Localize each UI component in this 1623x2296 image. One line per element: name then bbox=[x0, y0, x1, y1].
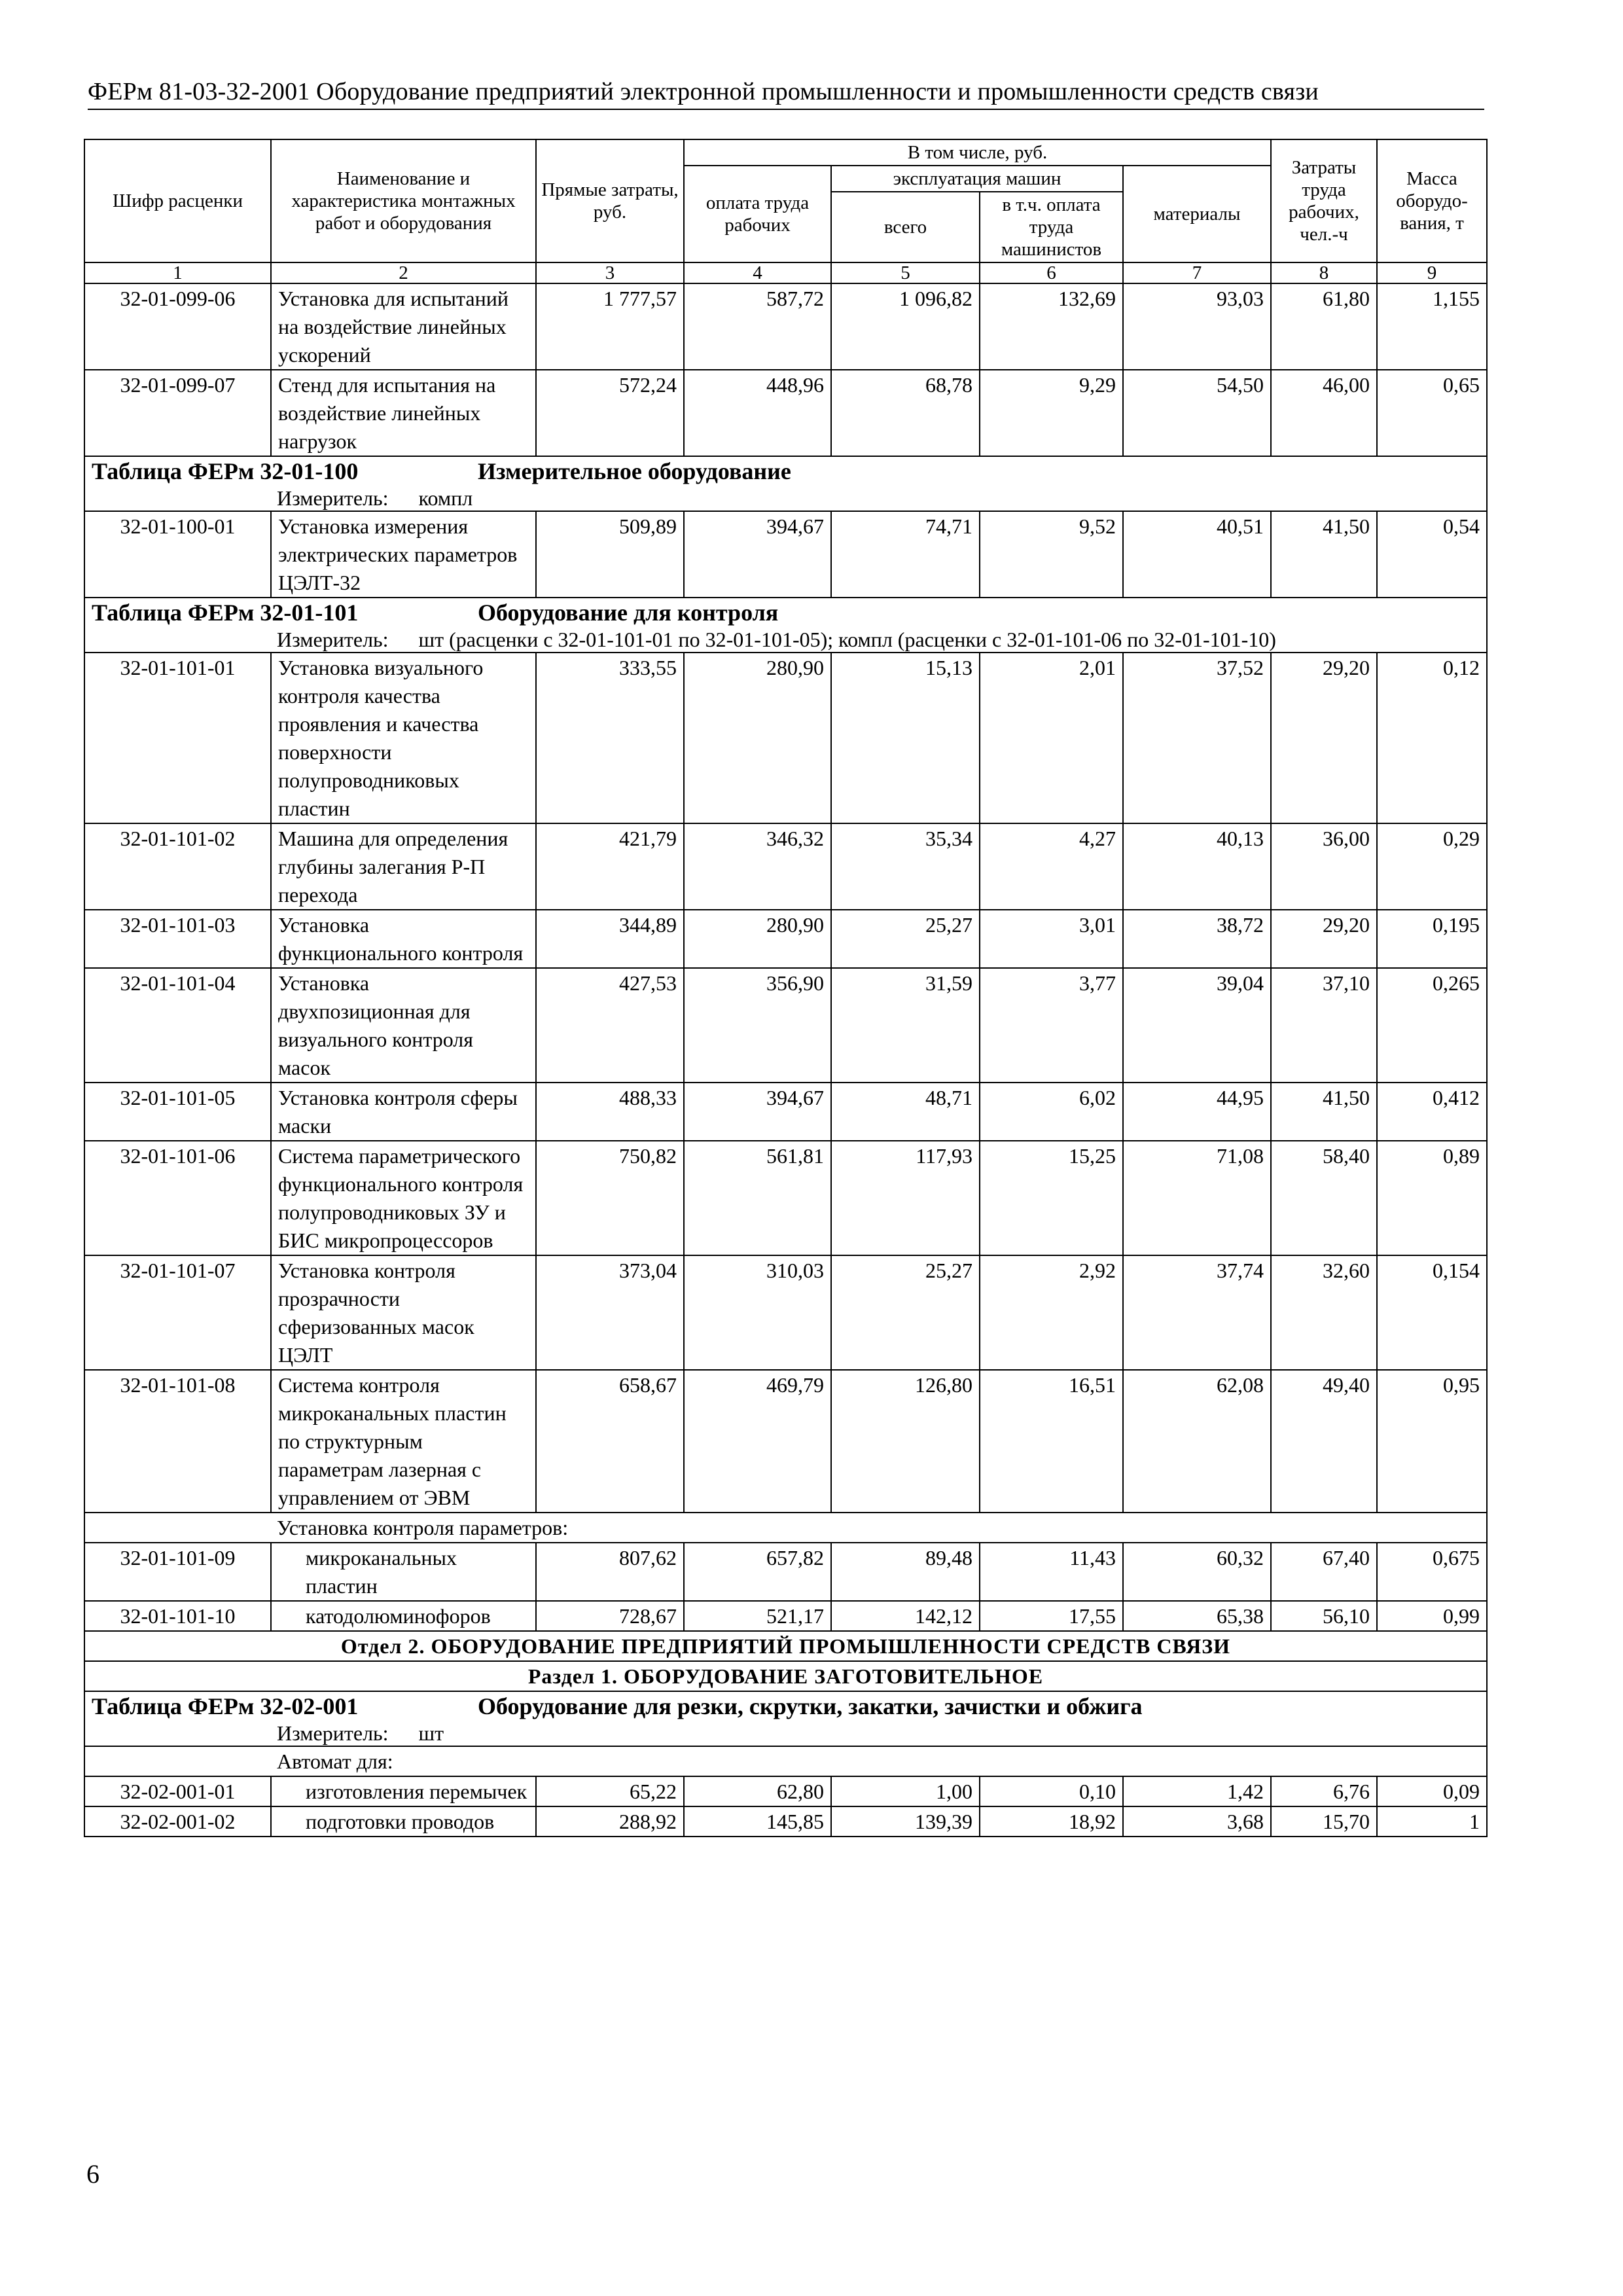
cell-value: 0,09 bbox=[1377, 1776, 1487, 1806]
cell-value: 572,24 bbox=[536, 370, 684, 456]
cell-value: 40,13 bbox=[1123, 823, 1271, 910]
cell-value: 89,48 bbox=[831, 1543, 980, 1601]
cell-value: 32,60 bbox=[1271, 1255, 1377, 1370]
cell-value: 16,51 bbox=[980, 1370, 1123, 1513]
work-name: Установка контроля сферы маски bbox=[271, 1083, 536, 1141]
subheading: Установка контроля параметров: bbox=[84, 1513, 1487, 1543]
cell-value: 1 777,57 bbox=[536, 283, 684, 370]
cell-value: 1 096,82 bbox=[831, 283, 980, 370]
table-row bbox=[84, 1806, 1487, 1837]
cell-value: 39,04 bbox=[1123, 968, 1271, 1083]
table-row bbox=[84, 370, 1487, 456]
cell-value: 0,195 bbox=[1377, 910, 1487, 968]
table-row bbox=[84, 1255, 1487, 1370]
table-header-32-01-100 bbox=[84, 456, 1487, 511]
subheading: Автомат для: bbox=[84, 1746, 1487, 1776]
cell-value: 280,90 bbox=[684, 653, 831, 823]
rate-code: 32-01-101-06 bbox=[84, 1141, 271, 1255]
cell-value: 657,82 bbox=[684, 1543, 831, 1601]
rate-code: 32-01-101-02 bbox=[84, 823, 271, 910]
work-name: Система параметрического функционального контроля полупроводниковых ЗУ и БИС микропроцессоров bbox=[271, 1141, 536, 1255]
cell-value: 35,34 bbox=[831, 823, 980, 910]
col-direct-header: Прямые затраты, руб. bbox=[536, 139, 684, 262]
cell-value: 658,67 bbox=[536, 1370, 684, 1513]
cell-value: 6,76 bbox=[1271, 1776, 1377, 1806]
cell-value: 750,82 bbox=[536, 1141, 684, 1255]
cell-value: 509,89 bbox=[536, 511, 684, 598]
table-name: Оборудование для контроля bbox=[478, 600, 779, 626]
col-machines-header: эксплуатация машин bbox=[831, 166, 1123, 192]
col-including-header: В том числе, руб. bbox=[684, 139, 1271, 166]
col-number: 9 bbox=[1377, 262, 1487, 283]
cell-value: 0,65 bbox=[1377, 370, 1487, 456]
rate-code: 32-01-101-10 bbox=[84, 1601, 271, 1631]
cell-value: 60,32 bbox=[1123, 1543, 1271, 1601]
cell-value: 62,80 bbox=[684, 1776, 831, 1806]
cell-value: 49,40 bbox=[1271, 1370, 1377, 1513]
cell-value: 288,92 bbox=[536, 1806, 684, 1837]
cell-value: 68,78 bbox=[831, 370, 980, 456]
cell-value: 521,17 bbox=[684, 1601, 831, 1631]
table-name: Оборудование для резки, скрутки, закатки, зачистки и обжига bbox=[478, 1693, 1143, 1719]
work-name: Машина для определения глубины залегания Р-П перехода bbox=[271, 823, 536, 910]
cell-value: 2,92 bbox=[980, 1255, 1123, 1370]
rate-code: 32-01-099-06 bbox=[84, 283, 271, 370]
cell-value: 44,95 bbox=[1123, 1083, 1271, 1141]
department-heading-text: Отдел 2. ОБОРУДОВАНИЕ ПРЕДПРИЯТИЙ ПРОМЫШЛЕННОСТИ СРЕДСТВ СВЯЗИ bbox=[84, 1631, 1487, 1661]
cell-value: 46,00 bbox=[1271, 370, 1377, 456]
work-name: Установка функционального контроля bbox=[271, 910, 536, 968]
cell-value: 346,32 bbox=[684, 823, 831, 910]
cell-value: 344,89 bbox=[536, 910, 684, 968]
cell-value: 29,20 bbox=[1271, 910, 1377, 968]
cell-value: 62,08 bbox=[1123, 1370, 1271, 1513]
table-title bbox=[92, 598, 1480, 627]
cell-value: 561,81 bbox=[684, 1141, 831, 1255]
table-header-32-01-101 bbox=[84, 598, 1487, 653]
cell-value: 65,22 bbox=[536, 1776, 684, 1806]
measure-unit bbox=[92, 486, 1480, 511]
cell-value: 54,50 bbox=[1123, 370, 1271, 456]
cell-value: 587,72 bbox=[684, 283, 831, 370]
rates-table bbox=[84, 139, 1488, 1837]
cell-value: 93,03 bbox=[1123, 283, 1271, 370]
table-title bbox=[92, 457, 1480, 486]
cell-value: 139,39 bbox=[831, 1806, 980, 1837]
cell-value: 1,155 bbox=[1377, 283, 1487, 370]
work-name: Установка визуального контроля качества проявления и качества поверхности полупроводниковых пластин bbox=[271, 653, 536, 823]
cell-value: 373,04 bbox=[536, 1255, 684, 1370]
table-row bbox=[84, 1370, 1487, 1513]
rate-code: 32-01-101-05 bbox=[84, 1083, 271, 1141]
cell-value: 0,29 bbox=[1377, 823, 1487, 910]
table-row bbox=[84, 1141, 1487, 1255]
work-name: изготовления перемычек bbox=[271, 1776, 536, 1806]
cell-value: 0,12 bbox=[1377, 653, 1487, 823]
table-code: Таблица ФЕРм 32-01-100 bbox=[92, 458, 359, 484]
table-row bbox=[84, 511, 1487, 598]
col-materials-header: материалы bbox=[1123, 166, 1271, 262]
page-number: 6 bbox=[86, 2159, 99, 2189]
measure-value: шт (расценки с 32-01-101-01 по 32-01-101-05); компл (расценки с 32-01-101-06 по 32-01-101-10) bbox=[418, 628, 1276, 651]
col-number: 6 bbox=[980, 262, 1123, 283]
cell-value: 48,71 bbox=[831, 1083, 980, 1141]
cell-value: 1,42 bbox=[1123, 1776, 1271, 1806]
cell-value: 394,67 bbox=[684, 1083, 831, 1141]
cell-value: 3,01 bbox=[980, 910, 1123, 968]
cell-value: 333,55 bbox=[536, 653, 684, 823]
cell-value: 18,92 bbox=[980, 1806, 1123, 1837]
rate-code: 32-01-101-03 bbox=[84, 910, 271, 968]
cell-value: 0,89 bbox=[1377, 1141, 1487, 1255]
cell-value: 469,79 bbox=[684, 1370, 831, 1513]
cell-value: 3,68 bbox=[1123, 1806, 1271, 1837]
col-number: 7 bbox=[1123, 262, 1271, 283]
measure-value: компл bbox=[418, 486, 473, 510]
cell-value: 67,40 bbox=[1271, 1543, 1377, 1601]
measure-unit bbox=[92, 1721, 1480, 1746]
cell-value: 38,72 bbox=[1123, 910, 1271, 968]
cell-value: 0,10 bbox=[980, 1776, 1123, 1806]
work-name: микроканальных пластин bbox=[271, 1543, 536, 1601]
col-labor-cost-header: Затраты труда рабочих, чел.-ч bbox=[1271, 139, 1377, 262]
cell-value: 40,51 bbox=[1123, 511, 1271, 598]
table-row bbox=[84, 653, 1487, 823]
work-name: катодолюминофоров bbox=[271, 1601, 536, 1631]
group-subheading bbox=[84, 1746, 1487, 1776]
cell-value: 0,265 bbox=[1377, 968, 1487, 1083]
cell-value: 132,69 bbox=[980, 283, 1123, 370]
work-name: Установка контроля прозрачности сферизованных масок ЦЭЛТ bbox=[271, 1255, 536, 1370]
cell-value: 0,54 bbox=[1377, 511, 1487, 598]
cell-value: 142,12 bbox=[831, 1601, 980, 1631]
cell-value: 61,80 bbox=[1271, 283, 1377, 370]
col-code-header: Шифр расценки bbox=[84, 139, 271, 262]
cell-value: 25,27 bbox=[831, 1255, 980, 1370]
table-row bbox=[84, 1776, 1487, 1806]
cell-value: 9,29 bbox=[980, 370, 1123, 456]
cell-value: 1,00 bbox=[831, 1776, 980, 1806]
col-machines-total-header: всего bbox=[831, 192, 980, 262]
rate-code: 32-02-001-01 bbox=[84, 1776, 271, 1806]
cell-value: 0,95 bbox=[1377, 1370, 1487, 1513]
cell-value: 31,59 bbox=[831, 968, 980, 1083]
cell-value: 2,01 bbox=[980, 653, 1123, 823]
cell-value: 11,43 bbox=[980, 1543, 1123, 1601]
cell-value: 71,08 bbox=[1123, 1141, 1271, 1255]
col-number: 2 bbox=[271, 262, 536, 283]
col-labor-pay-header: оплата труда рабочих bbox=[684, 166, 831, 262]
cell-value: 58,40 bbox=[1271, 1141, 1377, 1255]
table-code: Таблица ФЕРм 32-01-101 bbox=[92, 600, 359, 626]
table-row bbox=[84, 968, 1487, 1083]
work-name: Установка измерения электрических параметров ЦЭЛТ-32 bbox=[271, 511, 536, 598]
table-row bbox=[84, 1083, 1487, 1141]
cell-value: 4,27 bbox=[980, 823, 1123, 910]
col-number: 5 bbox=[831, 262, 980, 283]
cell-value: 3,77 bbox=[980, 968, 1123, 1083]
col-name-header: Наименование и характеристика монтажных работ и оборудования bbox=[271, 139, 536, 262]
group-subheading bbox=[84, 1513, 1487, 1543]
cell-value: 15,70 bbox=[1271, 1806, 1377, 1837]
rate-code: 32-01-100-01 bbox=[84, 511, 271, 598]
measure-label: Измеритель: bbox=[277, 486, 389, 510]
cell-value: 25,27 bbox=[831, 910, 980, 968]
cell-value: 0,99 bbox=[1377, 1601, 1487, 1631]
cell-value: 56,10 bbox=[1271, 1601, 1377, 1631]
measure-label: Измеритель: bbox=[277, 628, 389, 651]
cell-value: 65,38 bbox=[1123, 1601, 1271, 1631]
cell-value: 1 bbox=[1377, 1806, 1487, 1837]
cell-value: 74,71 bbox=[831, 511, 980, 598]
section-heading bbox=[84, 1661, 1487, 1691]
cell-value: 41,50 bbox=[1271, 1083, 1377, 1141]
col-number: 8 bbox=[1271, 262, 1377, 283]
work-name: Установка двухпозиционная для визуального контроля масок bbox=[271, 968, 536, 1083]
rate-code: 32-01-101-09 bbox=[84, 1543, 271, 1601]
col-mass-header: Масса оборудо-вания, т bbox=[1377, 139, 1487, 262]
rate-code: 32-01-101-08 bbox=[84, 1370, 271, 1513]
col-number: 1 bbox=[84, 262, 271, 283]
col-number: 3 bbox=[536, 262, 684, 283]
cell-value: 427,53 bbox=[536, 968, 684, 1083]
cell-value: 728,67 bbox=[536, 1601, 684, 1631]
col-number: 4 bbox=[684, 262, 831, 283]
cell-value: 280,90 bbox=[684, 910, 831, 968]
cell-value: 29,20 bbox=[1271, 653, 1377, 823]
cell-value: 37,52 bbox=[1123, 653, 1271, 823]
department-heading bbox=[84, 1631, 1487, 1661]
cell-value: 356,90 bbox=[684, 968, 831, 1083]
cell-value: 117,93 bbox=[831, 1141, 980, 1255]
cell-value: 807,62 bbox=[536, 1543, 684, 1601]
table-row bbox=[84, 1601, 1487, 1631]
rate-code: 32-01-101-01 bbox=[84, 653, 271, 823]
measure-value: шт bbox=[418, 1721, 444, 1745]
cell-value: 0,412 bbox=[1377, 1083, 1487, 1141]
work-name: подготовки проводов bbox=[271, 1806, 536, 1837]
table-row bbox=[84, 283, 1487, 370]
cell-value: 37,10 bbox=[1271, 968, 1377, 1083]
rate-code: 32-01-101-07 bbox=[84, 1255, 271, 1370]
cell-value: 36,00 bbox=[1271, 823, 1377, 910]
cell-value: 9,52 bbox=[980, 511, 1123, 598]
table-row bbox=[84, 910, 1487, 968]
cell-value: 448,96 bbox=[684, 370, 831, 456]
cell-value: 126,80 bbox=[831, 1370, 980, 1513]
cell-value: 15,13 bbox=[831, 653, 980, 823]
cell-value: 0,675 bbox=[1377, 1543, 1487, 1601]
rate-code: 32-01-101-04 bbox=[84, 968, 271, 1083]
table-title bbox=[92, 1692, 1480, 1721]
work-name: Система контроля микроканальных пластин по структурным параметрам лазерная с управлением от ЭВМ bbox=[271, 1370, 536, 1513]
table-name: Измерительное оборудование bbox=[478, 458, 791, 484]
table-row bbox=[84, 823, 1487, 910]
cell-value: 488,33 bbox=[536, 1083, 684, 1141]
cell-value: 41,50 bbox=[1271, 511, 1377, 598]
rate-code: 32-02-001-02 bbox=[84, 1806, 271, 1837]
running-header: ФЕРм 81-03-32-2001 Оборудование предприятий электронной промышленности и промышленности средств связи bbox=[88, 77, 1484, 110]
rate-code: 32-01-099-07 bbox=[84, 370, 271, 456]
cell-value: 310,03 bbox=[684, 1255, 831, 1370]
cell-value: 145,85 bbox=[684, 1806, 831, 1837]
cell-value: 421,79 bbox=[536, 823, 684, 910]
column-numbers-row bbox=[84, 262, 1487, 283]
table-header-32-02-001 bbox=[84, 1691, 1487, 1746]
measure-unit bbox=[92, 627, 1480, 652]
cell-value: 17,55 bbox=[980, 1601, 1123, 1631]
cell-value: 37,74 bbox=[1123, 1255, 1271, 1370]
measure-label: Измеритель: bbox=[277, 1721, 389, 1745]
section-heading-text: Раздел 1. ОБОРУДОВАНИЕ ЗАГОТОВИТЕЛЬНОЕ bbox=[84, 1661, 1487, 1691]
cell-value: 0,154 bbox=[1377, 1255, 1487, 1370]
table-row bbox=[84, 1543, 1487, 1601]
cell-value: 15,25 bbox=[980, 1141, 1123, 1255]
cell-value: 6,02 bbox=[980, 1083, 1123, 1141]
cell-value: 394,67 bbox=[684, 511, 831, 598]
work-name: Стенд для испытания на воздействие линейных нагрузок bbox=[271, 370, 536, 456]
table-code: Таблица ФЕРм 32-02-001 bbox=[92, 1693, 359, 1719]
work-name: Установка для испытаний на воздействие линейных ускорений bbox=[271, 283, 536, 370]
col-machinists-pay-header: в т.ч. оплата труда машинистов bbox=[980, 192, 1123, 262]
